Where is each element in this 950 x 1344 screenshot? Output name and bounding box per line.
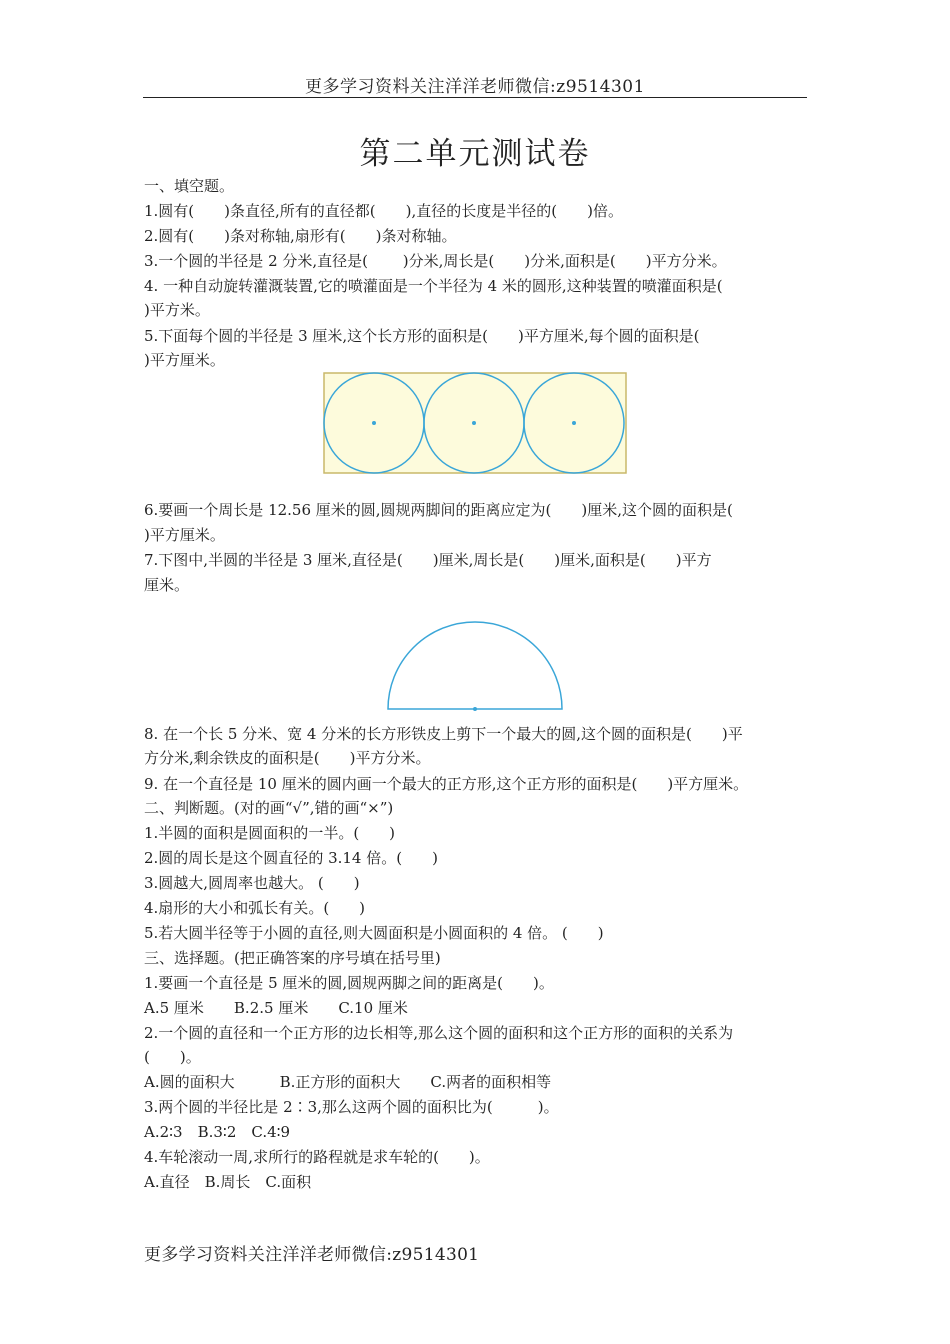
question-3-4-options: A.直径 B.周长 C.面积 <box>144 1173 312 1191</box>
section2-heading: 二、判断题。(对的画“√”,错的画“×”) <box>144 799 394 817</box>
header-divider <box>143 97 807 98</box>
circle-middle-center <box>472 421 476 425</box>
question-3-4: 4.车轮滚动一周,求所行的路程就是求车轮的( )。 <box>144 1148 490 1166</box>
question-1-5-line2: )平方厘米。 <box>144 351 225 369</box>
question-1-3: 3.一个圆的半径是 2 分米,直径是( )分米,周长是( )分米,面积是( )平方分米。 <box>144 252 727 270</box>
question-1-8-line2: 方分米,剩余铁皮的面积是( )平方分米。 <box>144 749 431 767</box>
question-2-1: 1.半圆的面积是圆面积的一半。( ) <box>144 824 396 842</box>
question-2-4: 4.扇形的大小和弧长有关。( ) <box>144 899 366 917</box>
question-1-1: 1.圆有( )条直径,所有的直径都( ),直径的长度是半径的( )倍。 <box>144 202 623 220</box>
question-3-2-options: A.圆的面积大 B.正方形的面积大 C.两者的面积相等 <box>144 1073 552 1091</box>
question-2-3: 3.圆越大,圆周率也越大。 ( ) <box>144 874 360 892</box>
question-1-4-line1: 4. 一种自动旋转灌溉装置,它的喷灌面是一个半径为 4 米的圆形,这种装置的喷灌面积是( <box>144 277 723 295</box>
question-1-6-line2: )平方厘米。 <box>144 526 225 544</box>
question-1-4-line2: )平方米。 <box>144 301 210 319</box>
three-circles-figure <box>322 371 628 475</box>
page-footer: 更多学习资料关注洋洋老师微信:z9514301 <box>144 1245 480 1265</box>
question-2-2: 2.圆的周长是这个圆直径的 3.14 倍。( ) <box>144 849 438 867</box>
question-3-2-line1: 2.一个圆的直径和一个正方形的边长相等,那么这个圆的面积和这个正方形的面积的关系为 <box>144 1024 734 1042</box>
question-3-3: 3.两个圆的半径比是 2∶3,那么这两个圆的面积比为( )。 <box>144 1098 559 1116</box>
page-title: 第二单元测试卷 <box>359 136 591 172</box>
question-3-1: 1.要画一个直径是 5 厘米的圆,圆规两脚之间的距离是( )。 <box>144 974 554 992</box>
question-1-7-line1: 7.下图中,半圆的半径是 3 厘米,直径是( )厘米,周长是( )厘米,面积是( )平方 <box>144 551 712 569</box>
question-2-5: 5.若大圆半径等于小圆的直径,则大圆面积是小圆面积的 4 倍。 ( ) <box>144 924 604 942</box>
question-3-3-options: A.2∶3 B.3∶2 C.4∶9 <box>144 1123 291 1141</box>
circle-left-center <box>372 421 376 425</box>
question-3-1-options: A.5 厘米 B.2.5 厘米 C.10 厘米 <box>144 999 408 1017</box>
question-3-2-line2: ( )。 <box>144 1048 201 1066</box>
question-1-7-line2: 厘米。 <box>144 576 190 594</box>
semicircle-center <box>473 707 477 711</box>
question-1-6-line1: 6.要画一个周长是 12.56 厘米的圆,圆规两脚间的距离应定为( )厘米,这个圆的面积是( <box>144 501 733 519</box>
section1-heading: 一、填空题。 <box>144 177 235 195</box>
section3-heading: 三、选择题。(把正确答案的序号填在括号里) <box>144 949 441 967</box>
question-1-9: 9. 在一个直径是 10 厘米的圆内画一个最大的正方形,这个正方形的面积是( )平方厘米。 <box>144 775 749 793</box>
question-1-5-line1: 5.下面每个圆的半径是 3 厘米,这个长方形的面积是( )平方厘米,每个圆的面积是( <box>144 327 700 345</box>
semicircle-figure <box>384 618 566 714</box>
question-1-8-line1: 8. 在一个长 5 分米、宽 4 分米的长方形铁皮上剪下一个最大的圆,这个圆的面积是( )平 <box>144 725 743 743</box>
question-1-2: 2.圆有( )条对称轴,扇形有( )条对称轴。 <box>144 227 457 245</box>
circle-right-center <box>572 421 576 425</box>
page-header: 更多学习资料关注洋洋老师微信:z9514301 <box>305 77 645 97</box>
semicircle-outline <box>388 622 562 709</box>
